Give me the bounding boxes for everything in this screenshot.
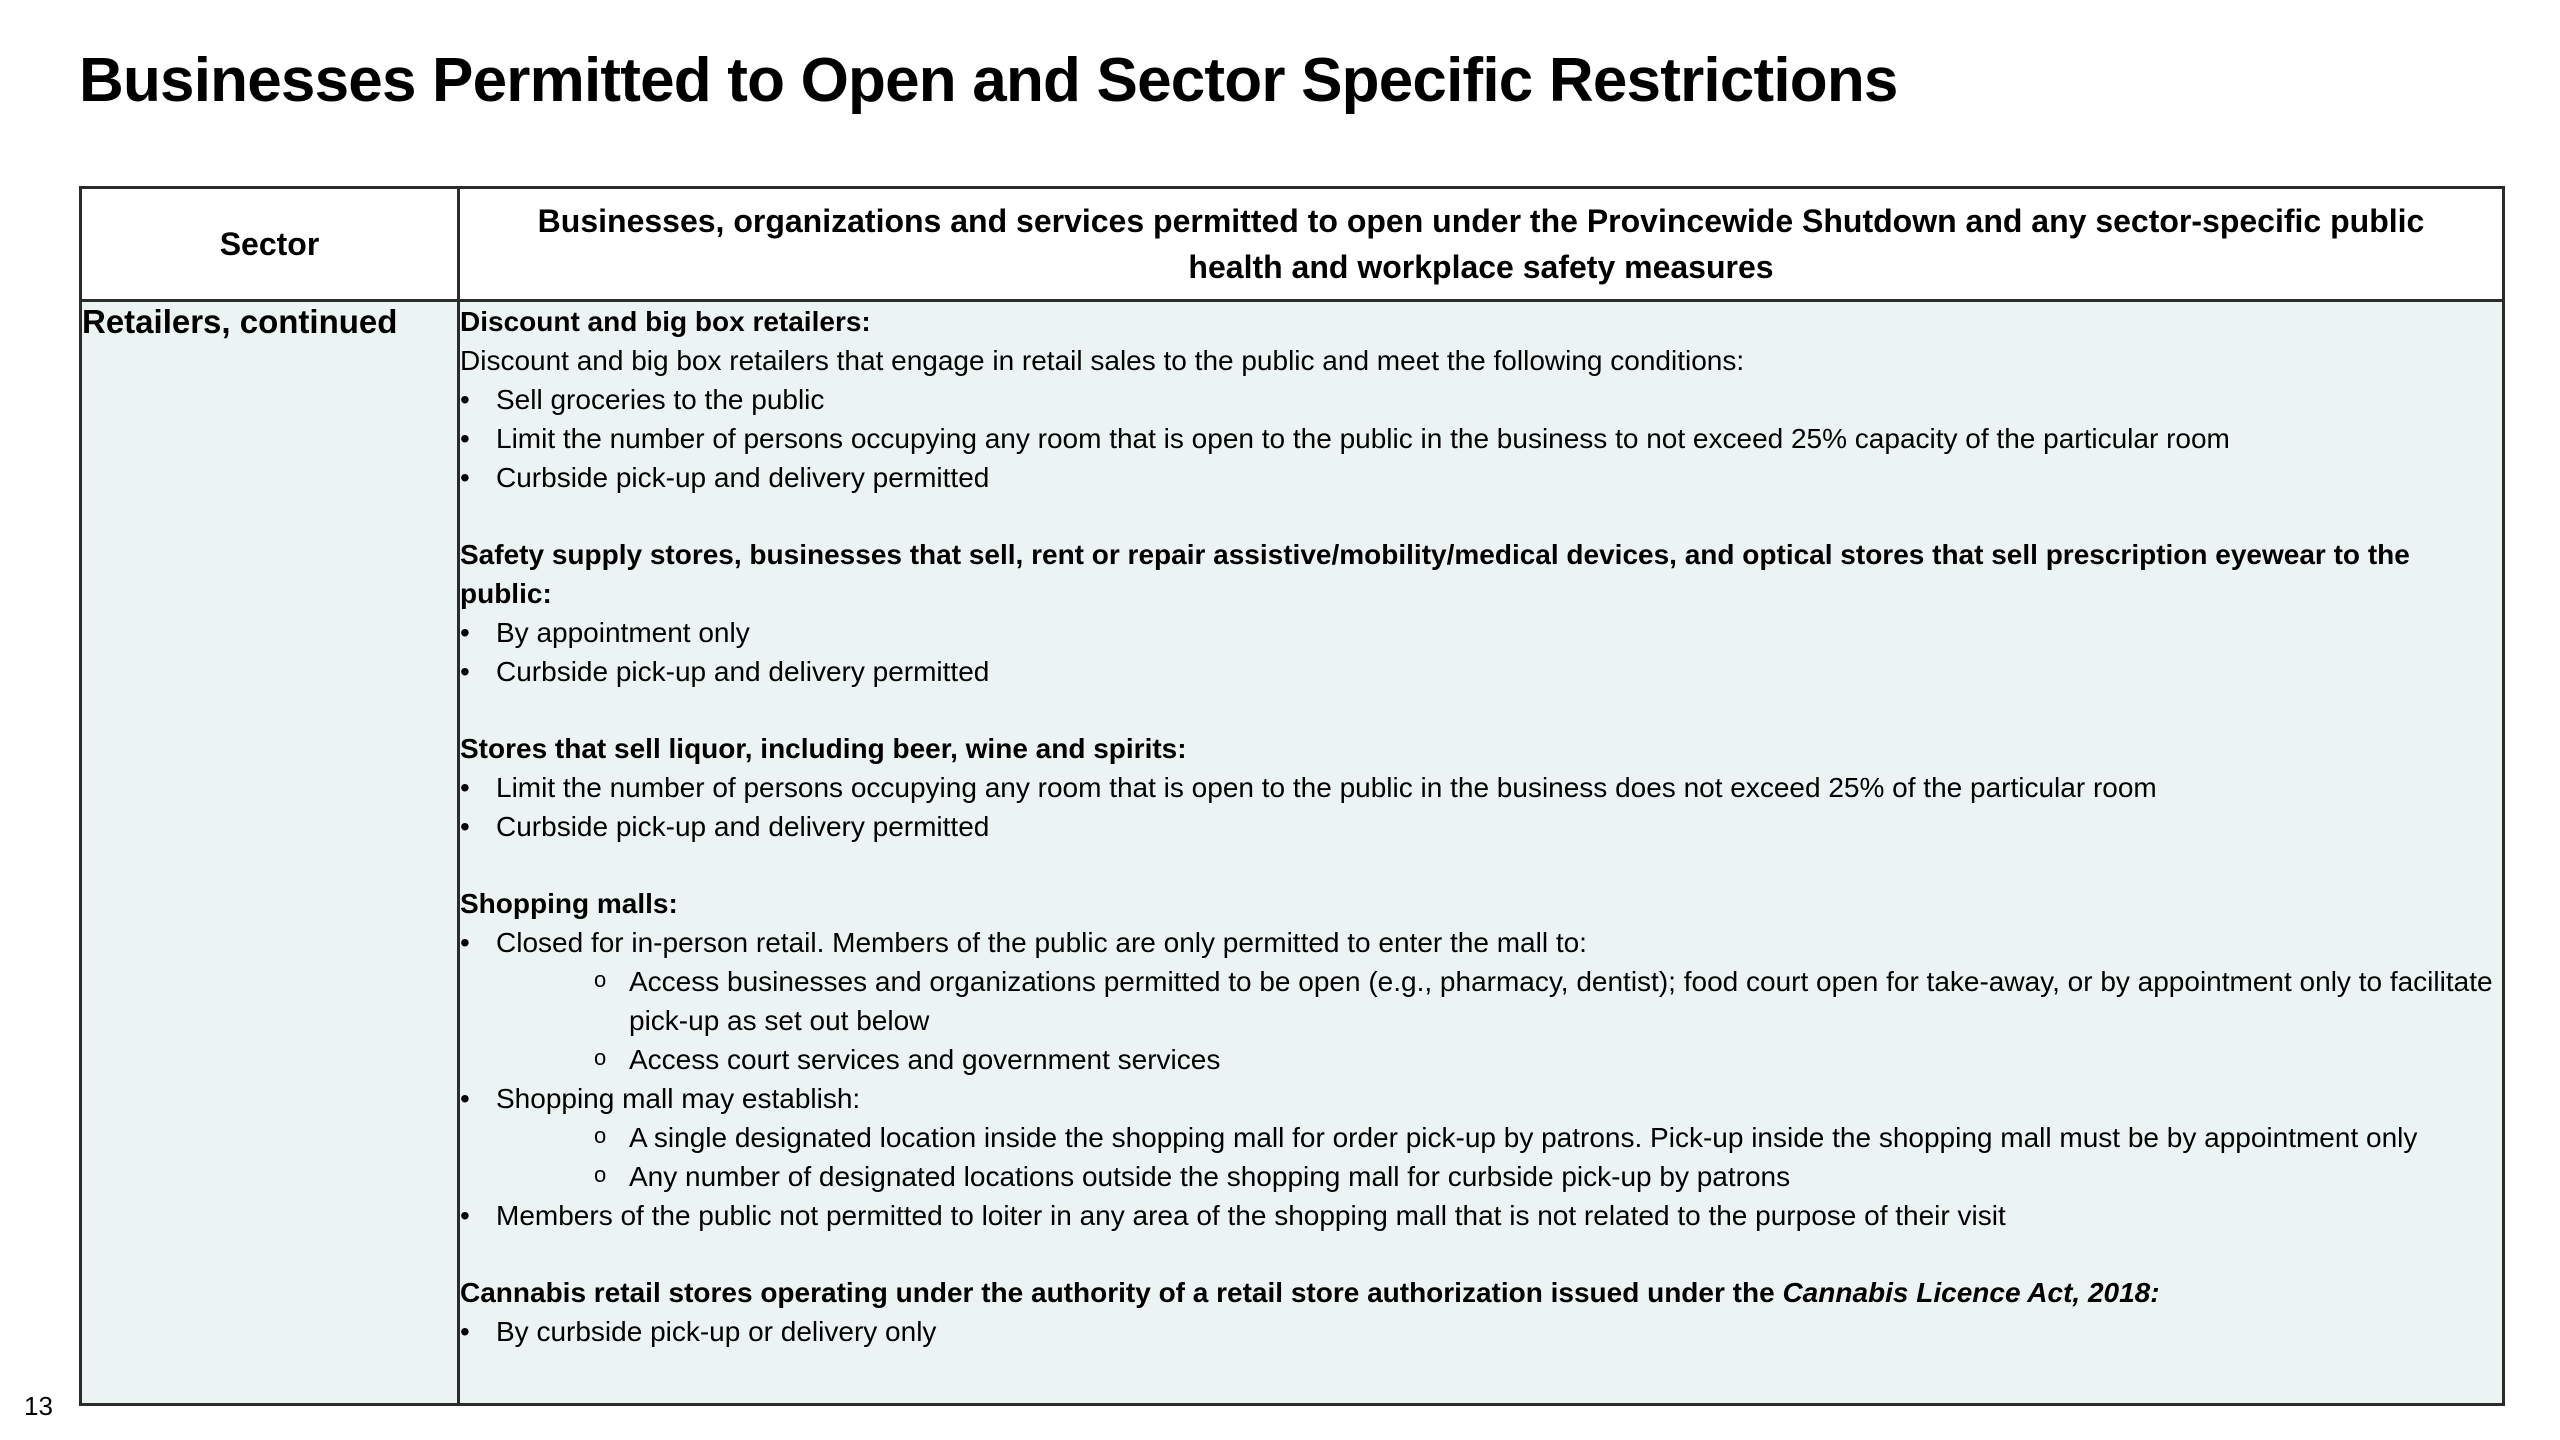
bullet-list [460,1312,2502,1351]
act-name: Cannabis Licence Act, 2018: [1782,1277,2160,1308]
block-heading [460,1273,2502,1312]
list-item: • Sell groceries to the public [460,380,2502,419]
list-item [460,1079,2502,1196]
list-item [460,1196,2502,1235]
sub-list-item: o Access court services and government services [496,1040,2502,1079]
block-intro: Discount and big box retailers that engage in retail sales to the public and meet the following conditions: [460,345,1745,376]
slide-title: Businesses Permitted to Open and Sector Specific Restrictions [79,46,1898,115]
block-shopping-malls [460,884,2502,1235]
description-cell [459,301,2504,1405]
sector-restrictions-table [79,186,2505,1406]
table-header-row [81,188,2504,301]
list-item: • Curbside pick-up and delivery permitted [460,458,2502,497]
block-heading: Shopping malls: [460,888,678,919]
sub-list-item: o A single designated location inside the shopping mall for order pick-up by patrons. Pick-up inside the shopping mall must be by appointment only [496,1118,2502,1157]
bullet-list [460,768,2502,846]
sub-list-item: o Access businesses and organizations permitted to be open (e.g., pharmacy, dentist); food court open for take-away, or by appointment only to facilitate pick-up as set out below [496,962,2502,1040]
block-cannabis-retail [460,1273,2502,1351]
block-heading: Stores that sell liquor, including beer, wine and spirits: [460,733,1187,764]
list-item-text: Shopping mall may establish: [496,1083,861,1114]
list-item: • By appointment only [460,613,2502,652]
header-description: Businesses, organizations and services permitted to open under the Provincewide Shutdown and any sector-specific public health and workplace safety measures [459,188,2504,301]
list-item: • Limit the number of persons occupying any room that is open to the public in the business to not exceed 25% capacity of the particular room [460,419,2502,458]
list-item: • By curbside pick-up or delivery only [460,1312,2502,1351]
block-liquor-stores [460,729,2502,846]
heading-text: Cannabis retail stores operating under the authority of a retail store authorization issued under the [460,1277,1783,1308]
bullet-list [460,380,2502,497]
sub-bullet-list [496,1118,2502,1196]
page-number: 13 [24,1391,53,1421]
block-discount-big-box [460,302,2502,497]
bullet-list [460,613,2502,691]
list-item [460,923,2502,1079]
sub-list-item: o Any number of designated locations outside the shopping mall for curbside pick-up by patrons [496,1157,2502,1196]
list-item: • Limit the number of persons occupying any room that is open to the public in the business does not exceed 25% of the particular room [460,768,2502,807]
bullet-list [460,923,2502,1235]
table-row [81,301,2504,1405]
sub-bullet-list [496,962,2502,1079]
block-heading: Safety supply stores, businesses that sell, rent or repair assistive/mobility/medical devices, and optical stores that sell prescription eyewear to the public: [460,539,2410,609]
header-sector: Sector [81,188,459,301]
list-item-text: Members of the public not permitted to loiter in any area of the shopping mall that is not related to the purpose of their visit [496,1200,2006,1231]
block-safety-supply [460,535,2502,691]
block-heading: Discount and big box retailers: [460,306,871,337]
list-item-text: Closed for in-person retail. Members of the public are only permitted to enter the mall to: [496,927,1587,958]
list-item: • Curbside pick-up and delivery permitted [460,652,2502,691]
sector-name-cell: Retailers, continued [81,301,459,1405]
list-item: • Curbside pick-up and delivery permitted [460,807,2502,846]
